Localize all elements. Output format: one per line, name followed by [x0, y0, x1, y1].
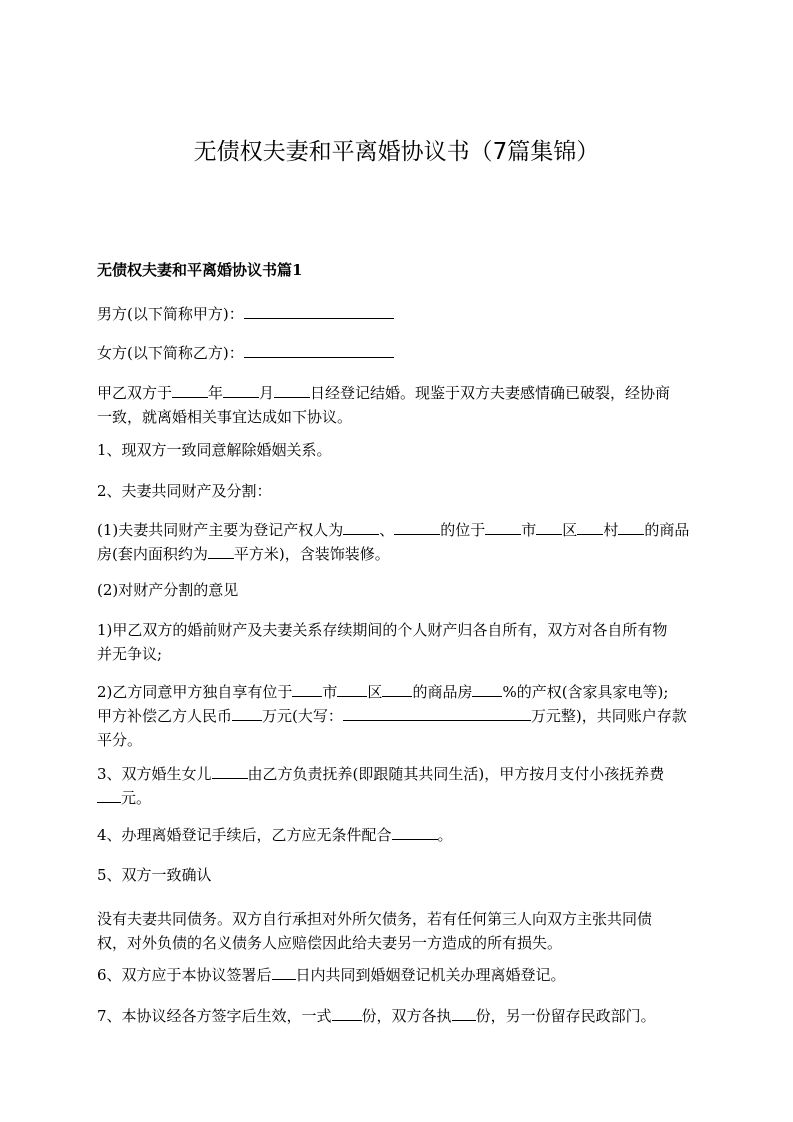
owner-2-blank — [394, 519, 440, 535]
clause-text: 平方米)，含装饰装修。 — [233, 545, 390, 563]
clause-2-2-1 — [97, 618, 697, 666]
female-party-label: 女方(以下简称乙方)： — [97, 344, 244, 362]
clause-2-2-2-line-3: 平分。 — [97, 731, 143, 749]
clause-text: 份，双方各执 — [361, 1007, 452, 1025]
intro-text: 年 — [208, 384, 224, 402]
amount-blank — [232, 705, 262, 721]
section-heading: 无债权夫妻和平离婚协议书篇1 — [97, 261, 303, 279]
clause-text: 2)乙方同意甲方独自享有位于 — [97, 683, 293, 701]
clause-2-2-2-line-2 — [97, 704, 697, 728]
clause-text: 甲方补偿乙方人民币 — [97, 707, 233, 725]
clause-2-1-line-2 — [97, 542, 697, 566]
clause-text: 村 — [603, 521, 619, 539]
clause-text: 3、双方婚生女儿 — [97, 765, 212, 783]
clause-text: 房(套内面积约为 — [97, 545, 208, 563]
female-party-line — [97, 341, 697, 365]
daughter-name-blank — [212, 763, 248, 779]
clause-2-2: (2)对财产分割的意见 — [97, 581, 239, 599]
clause-4 — [97, 823, 697, 847]
female-name-blank — [244, 342, 394, 358]
village-blank — [577, 519, 603, 535]
intro-line-1 — [97, 381, 697, 405]
clause-text: 区 — [367, 683, 383, 701]
male-party-label: 男方(以下简称甲方)： — [97, 305, 244, 323]
owner-1-blank — [343, 519, 379, 535]
debt-paragraph — [97, 907, 697, 955]
district-blank — [536, 519, 562, 535]
clause-1: 1、现双方一致同意解除婚姻关系。 — [97, 441, 332, 459]
clause-text: 份，另一份留存民政部门。 — [475, 1007, 656, 1025]
clause-text: 万元(大写： — [262, 707, 343, 725]
clause-text: 市 — [322, 683, 338, 701]
clause-text: (1)夫妻共同财产主要为登记产权人为 — [97, 521, 344, 539]
month-blank — [223, 382, 259, 398]
clause-text: 市 — [521, 521, 537, 539]
clause-3-line-1 — [97, 762, 697, 786]
debt-line-2: 权，对外负债的名义债务人应赔偿因此给夫妻另一方造成的所有损失。 — [97, 934, 563, 952]
clause-2: 2、夫妻共同财产及分割： — [97, 482, 272, 500]
support-amount-blank — [97, 787, 121, 803]
intro-text: 月 — [259, 384, 275, 402]
clause-7 — [97, 1004, 697, 1028]
clause-text: 万元整)，共同账户存款 — [530, 707, 687, 725]
property-blank — [618, 519, 644, 535]
clause-6 — [97, 963, 697, 987]
clause-3-line-2 — [97, 786, 697, 810]
clause-text: 7、本协议经各方签字后生效，一式 — [97, 1007, 332, 1025]
property-blank — [382, 681, 412, 697]
clause-2-2-1-line-1: 1)甲乙双方的婚前财产及夫妻关系存续期间的个人财产归各自所有，双方对各自所有物 — [97, 621, 668, 639]
clause-text: 的位于 — [440, 521, 486, 539]
male-name-blank — [244, 303, 394, 319]
clause-5: 5、双方一致确认 — [97, 866, 212, 884]
intro-text: 日经登记结婚。现鉴于双方夫妻感情确已破裂，经协商 — [310, 384, 671, 402]
copies-blank — [332, 1005, 362, 1021]
city-blank — [292, 681, 322, 697]
year-blank — [172, 382, 208, 398]
cooperation-blank — [392, 824, 438, 840]
debt-line-1: 没有夫妻共同债务。双方自行承担对外所欠债务，若有任何第三人向双方主张共同债 — [97, 910, 653, 928]
document-title: 无债权夫妻和平离婚协议书（7篇集锦） — [193, 139, 600, 165]
clause-text: 的商品 — [644, 521, 690, 539]
clause-2-2-1-line-2: 并无争议; — [97, 645, 163, 663]
clause-text: 的商品房 — [412, 683, 473, 701]
percent-blank — [472, 681, 502, 697]
clause-2-1 — [97, 518, 697, 566]
male-party-line — [97, 302, 697, 326]
day-blank — [274, 382, 310, 398]
city-blank — [485, 519, 521, 535]
clause-text: 区 — [562, 521, 578, 539]
clause-3 — [97, 762, 697, 810]
clause-text: 、 — [379, 521, 395, 539]
clause-2-1-line-1 — [97, 518, 697, 542]
amount-words-blank — [343, 705, 531, 721]
district-blank — [337, 681, 367, 697]
clause-text: %的产权(含家具家电等); — [502, 683, 669, 701]
intro-paragraph — [97, 381, 697, 429]
clause-text: 6、双方应于本协议签署后 — [97, 966, 272, 984]
clause-text: 元。 — [121, 789, 152, 807]
area-blank — [208, 543, 234, 559]
each-copies-blank — [452, 1005, 476, 1021]
days-blank — [272, 964, 296, 980]
clause-2-2-2-line-1 — [97, 680, 697, 704]
intro-line-2: 一致，就离婚相关事宜达成如下协议。 — [97, 408, 353, 426]
intro-text: 甲乙双方于 — [97, 384, 173, 402]
clause-2-2-2 — [97, 680, 697, 752]
clause-text: 4、办理离婚登记手续后，乙方应无条件配合 — [97, 826, 392, 844]
clause-text: 由乙方负责抚养(即跟随其共同生活)，甲方按月支付小孩抚养费 — [247, 765, 665, 783]
clause-text: 日内共同到婚姻登记机关办理离婚登记。 — [295, 966, 566, 984]
clause-text: 。 — [437, 826, 453, 844]
